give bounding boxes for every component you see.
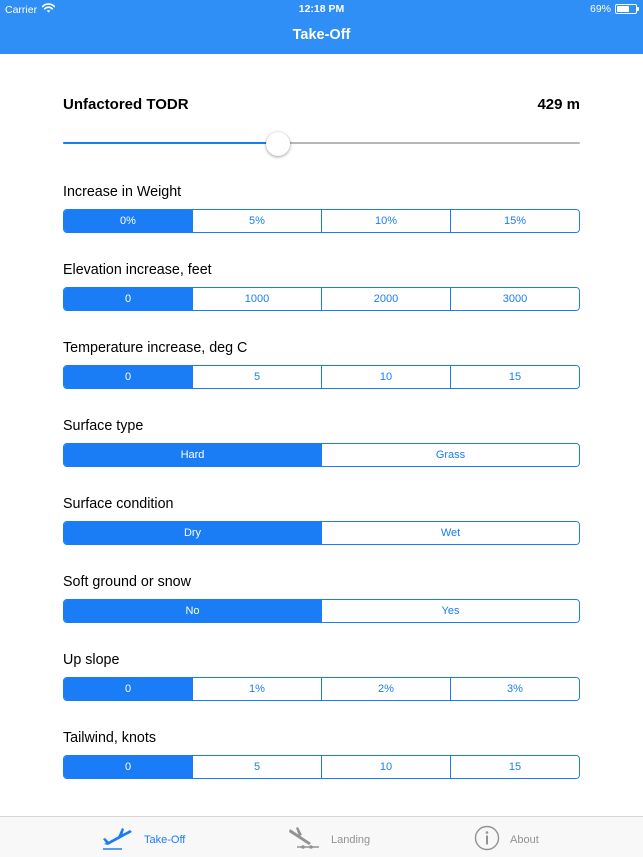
segment-option[interactable]: 10 — [321, 366, 450, 388]
section-label: Surface type — [63, 418, 144, 434]
header-bar — [0, 0, 643, 54]
status-bar — [0, 0, 643, 18]
segment-option[interactable]: 15 — [450, 756, 579, 778]
segmented-control — [63, 677, 580, 701]
carrier-label: Carrier — [5, 3, 38, 16]
todr-slider[interactable] — [63, 132, 580, 154]
option-section — [63, 260, 580, 311]
segment-option[interactable]: 0 — [64, 756, 192, 778]
segment-option[interactable]: 0 — [64, 366, 192, 388]
status-right — [590, 3, 637, 15]
section-label: Up slope — [63, 652, 120, 668]
section-label: Temperature increase, deg C — [63, 340, 248, 356]
todr-label: Unfactored TODR — [63, 96, 189, 113]
section-label: Elevation increase, feet — [63, 262, 212, 278]
tab-bar — [0, 816, 643, 857]
todr-row — [63, 96, 580, 113]
section-label: Surface condition — [63, 496, 174, 512]
segmented-control — [63, 755, 580, 779]
section-label: Soft ground or snow — [63, 574, 191, 590]
battery-icon — [615, 4, 637, 14]
segment-option[interactable]: 0 — [64, 678, 192, 700]
segment-option[interactable]: 2% — [321, 678, 450, 700]
status-time: 12:18 PM — [298, 3, 345, 15]
segment-option[interactable]: 1% — [192, 678, 321, 700]
segment-option[interactable]: 0% — [64, 210, 192, 232]
segment-option[interactable]: 5 — [192, 756, 321, 778]
option-section — [63, 338, 580, 389]
segment-option[interactable]: 2000 — [321, 288, 450, 310]
tab-landing-label: Landing — [331, 833, 371, 846]
segment-option[interactable]: 3% — [450, 678, 579, 700]
option-section — [63, 728, 580, 779]
battery-percent: 69% — [589, 3, 611, 15]
segment-option[interactable]: 10% — [321, 210, 450, 232]
todr-value: 429 m — [537, 96, 580, 113]
segment-option[interactable]: 5% — [192, 210, 321, 232]
segmented-control — [63, 521, 580, 545]
takeoff-icon — [100, 825, 134, 854]
tab-about-label: About — [510, 833, 539, 846]
section-label: Tailwind, knots — [63, 730, 156, 746]
info-icon — [474, 825, 500, 854]
segment-option[interactable]: 1000 — [192, 288, 321, 310]
segment-option[interactable]: 15 — [450, 366, 579, 388]
segment-option[interactable]: Wet — [321, 522, 579, 544]
segmented-control — [63, 599, 580, 623]
segment-option[interactable]: Dry — [64, 522, 321, 544]
section-label: Increase in Weight — [63, 184, 182, 200]
option-section — [63, 416, 580, 467]
segmented-control — [63, 209, 580, 233]
slider-fill — [63, 142, 278, 144]
option-section — [63, 494, 580, 545]
slider-thumb[interactable] — [266, 132, 290, 156]
segment-option[interactable]: 10 — [321, 756, 450, 778]
option-section — [63, 182, 580, 233]
page-title: Take-Off — [292, 27, 351, 43]
segmented-control — [63, 443, 580, 467]
segment-option[interactable]: Yes — [321, 600, 579, 622]
option-section — [63, 572, 580, 623]
segment-option[interactable]: Grass — [321, 444, 579, 466]
tab-landing[interactable] — [287, 825, 370, 854]
segment-option[interactable]: 5 — [192, 366, 321, 388]
segment-option[interactable]: Hard — [64, 444, 321, 466]
option-section — [63, 650, 580, 701]
segment-option[interactable]: No — [64, 600, 321, 622]
tab-takeoff-label: Take-Off — [144, 833, 186, 846]
tab-takeoff[interactable] — [100, 825, 185, 854]
segment-option[interactable]: 3000 — [450, 288, 579, 310]
tab-about[interactable] — [474, 825, 539, 854]
segment-option[interactable]: 15% — [450, 210, 579, 232]
segment-option[interactable]: 0 — [64, 288, 192, 310]
landing-icon — [287, 825, 321, 854]
segmented-control — [63, 287, 580, 311]
battery-level — [617, 6, 629, 12]
segmented-control — [63, 365, 580, 389]
